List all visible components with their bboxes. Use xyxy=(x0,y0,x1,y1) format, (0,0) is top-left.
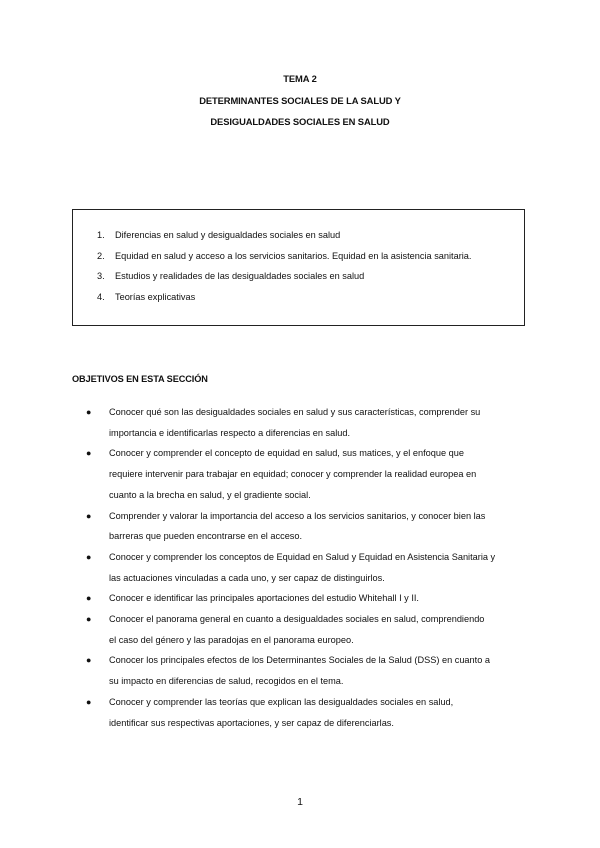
bullet-icon: ● xyxy=(86,510,92,521)
objective-line: las actuaciones vinculadas a cada uno, y ser capaz de distinguirlos. xyxy=(109,572,385,583)
contents-item-number: 4. xyxy=(97,292,105,303)
objective-item xyxy=(86,588,526,609)
objectives-heading: OBJETIVOS EN ESTA SECCIÓN xyxy=(72,374,208,384)
contents-item xyxy=(97,230,471,251)
topic-title-line-1: DETERMINANTES SOCIALES DE LA SALUD Y xyxy=(199,94,401,106)
contents-item-number: 1. xyxy=(97,230,105,240)
topic-title-line-2: DESIGUALDADES SOCIALES EN SALUD xyxy=(210,116,390,127)
contents-item-number: 2. xyxy=(97,250,105,261)
contents-item-text: Equidad en salud y acceso a los servicios sanitarios. Equidad en la asistencia sanitaria. xyxy=(115,250,472,261)
objective-item xyxy=(86,506,526,547)
objective-line: Conocer y comprender las teorías que explican las desigualdades sociales en salud, xyxy=(109,696,454,707)
contents-item-text: Teorías explicativas xyxy=(115,292,196,303)
objective-item xyxy=(86,692,526,733)
objective-line: el caso del género y las paradojas en el panorama europeo. xyxy=(109,634,354,645)
contents-item xyxy=(97,271,471,292)
objective-line: cuanto a la brecha en salud, y el gradiente social. xyxy=(109,489,311,500)
objective-line: Conocer los principales efectos de los Determinantes Sociales de la Salud (DSS) en cuanto a xyxy=(109,655,490,666)
objective-line: barreras que pueden encontrarse en el acceso. xyxy=(109,531,303,542)
bullet-icon: ● xyxy=(86,551,92,562)
objective-line: Comprender y valorar la importancia del acceso a los servicios sanitarios, y conocer bien las xyxy=(109,510,486,521)
objective-item xyxy=(86,650,526,691)
bullet-icon: ● xyxy=(86,593,92,604)
bullet-icon: ● xyxy=(86,448,92,459)
objective-line: importancia e identificarlas respecto a diferencias en salud. xyxy=(109,427,351,438)
objectives-list xyxy=(86,402,526,733)
title-block xyxy=(0,73,600,138)
contents-item-text: Diferencias en salud y desigualdades sociales en salud xyxy=(115,230,341,240)
objective-line: Conocer y comprender el concepto de equidad en salud, sus matices, y el enfoque que xyxy=(109,448,464,459)
contents-box xyxy=(72,209,525,326)
bullet-icon: ● xyxy=(86,696,92,707)
bullet-icon: ● xyxy=(86,407,92,417)
objective-line: requiere intervenir para trabajar en equidad; conocer y comprender la realidad europea en xyxy=(109,469,477,480)
objective-line: Conocer y comprender los conceptos de Equidad en Salud y Equidad en Asistencia Sanitaria y xyxy=(109,551,496,562)
objective-line: Conocer e identificar las principales aportaciones del estudio Whitehall I y II. xyxy=(109,593,419,604)
contents-item-number: 3. xyxy=(97,271,105,282)
objective-item xyxy=(86,402,526,443)
contents-item-text: Estudios y realidades de las desigualdades sociales en salud xyxy=(115,271,365,282)
objective-item xyxy=(86,547,526,588)
bullet-icon: ● xyxy=(86,614,92,625)
contents-item xyxy=(97,251,471,272)
contents-list xyxy=(97,230,471,313)
page-number: 1 xyxy=(297,796,303,808)
objective-line: identificar sus respectivas aportaciones, y ser capaz de diferenciarlas. xyxy=(109,717,394,728)
bullet-icon: ● xyxy=(86,655,92,666)
contents-item xyxy=(97,292,471,313)
objective-line: su impacto en diferencias de salud, recogidos en el tema. xyxy=(109,676,344,687)
objective-item xyxy=(86,443,526,505)
objective-item xyxy=(86,609,526,650)
topic-number: TEMA 2 xyxy=(283,73,317,84)
objective-line: Conocer qué son las desigualdades sociales en salud y sus características, comprender su xyxy=(109,407,481,417)
objective-line: Conocer el panorama general en cuanto a desigualdades sociales en salud, comprendiendo xyxy=(109,614,485,625)
